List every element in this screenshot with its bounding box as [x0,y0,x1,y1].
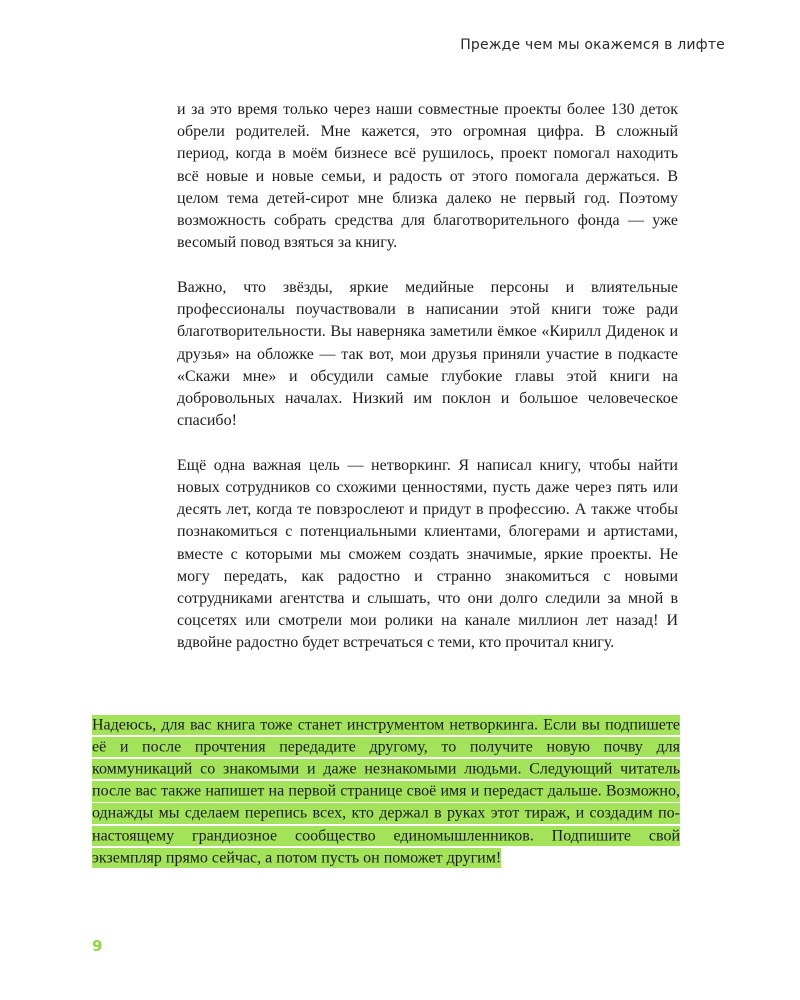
highlighted-block [92,714,680,869]
highlighted-paragraph [92,714,680,869]
paragraph-3: Ещё одна важная цель — нетворкинг. Я написал книгу, чтобы найти новых сотрудников со схожими ценностями, пусть даже через пять или десять лет, когда те повзрослеют и придут в профессию. А также чтобы познакомиться с потенциальными клиентами, блогерами и артистами, вместе с которыми мы сможем создать значимые, яркие проекты. Не могу передать, как радостно и странно знакомиться с новыми сотрудниками агентства и слышать, что они долго следили за мной в соцсетях или смотрели мои ролики на канале миллион лет назад! И вдвойне радостно будет встречаться с теми, кто прочитал книгу. [177,456,678,652]
main-text [177,99,678,677]
paragraph-2: Важно, что звёзды, яркие медийные персоны и влиятельные профессионалы поучаствовали в написании этой книги тоже ради благотворительности. Вы наверняка заметили ёмкое «Кирилл Диденок и друзья» на обложке — так вот, мои друзья приняли участие в подкасте «Скажи мне» и обсудили самые глубокие главы этой книги на добровольных началах. Низкий им поклон и большое человеческое спасибо! [177,278,678,430]
paragraph-1: и за это время только через наши совместные проекты более 130 деток обрели родителей. Мне кажется, это огромная цифра. В сложный период, когда в моём бизнесе всё рушилось, проект помогал находить всё новые и новые семьи, и радость от этого помогала держаться. В целом тема детей-сирот мне близка далеко не первый год. Поэтому возможность собрать средства для благотворительного фонда — уже весомый повод взяться за книгу. [177,101,678,252]
highlight-span: Надеюсь, для вас книга тоже станет инструментом нетворкинга. Если вы подпишете её и после прочтения передадите другому, то получите новую почву для коммуникаций со знакомыми и даже незнакомыми людьми. Следующий читатель после вас также напишет на первой странице своё имя и передаст дальше. Возможно, однажды мы сделаем перепись всех, кто держал в руках этот тираж, и создадим по-настоящему грандиозное сообщество единомышленников. Подпишите свой экземпляр прямо сейчас, а потом пусть он поможет другим! [92,716,680,867]
page-number: 9 [92,937,103,955]
running-title: Прежде чем мы окажемся в лифте [460,37,725,53]
